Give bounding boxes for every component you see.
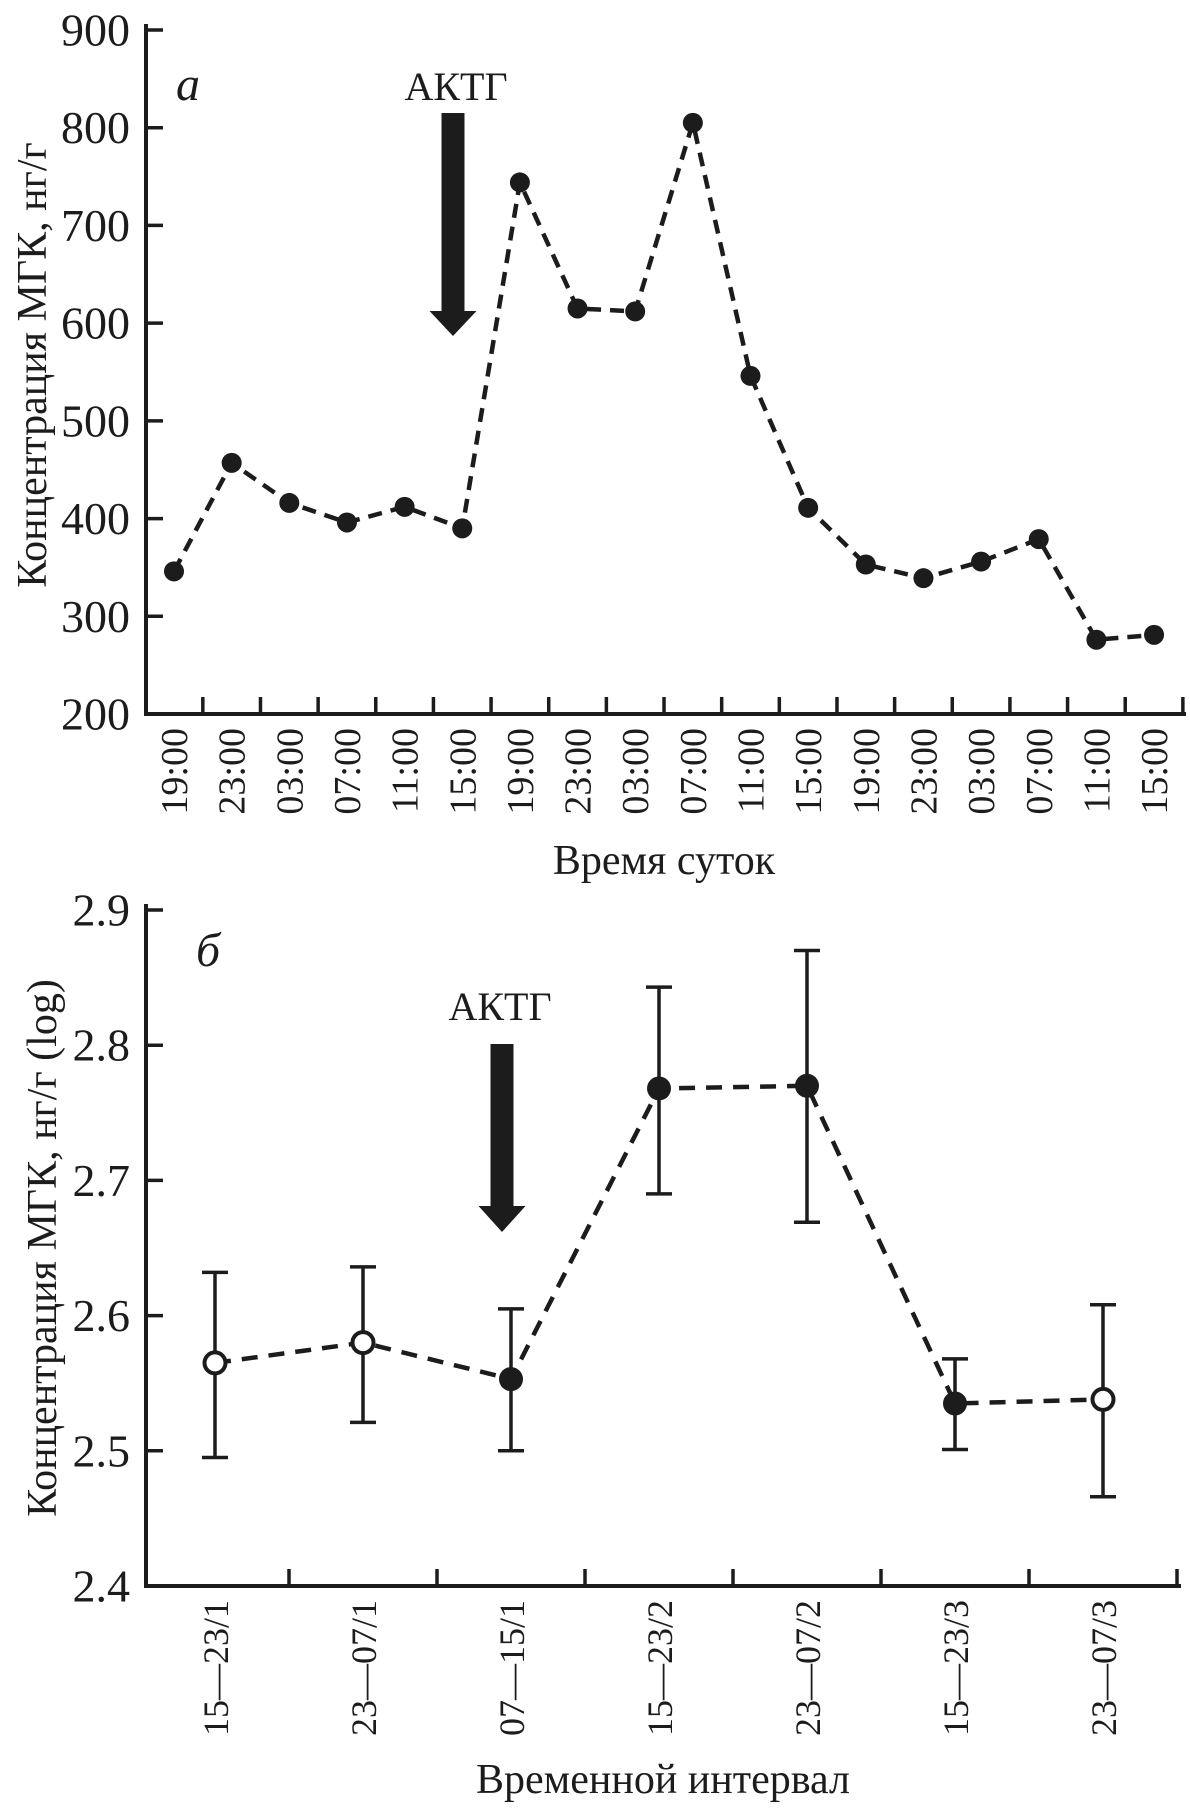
x-tick-label: 15:00 (1134, 728, 1177, 815)
y-axis-title: Концентрация МГК, нг/г (log) (20, 979, 66, 1517)
panel-label: а (176, 58, 200, 111)
x-tick-label: 19:00 (499, 728, 542, 815)
y-tick-label: 200 (61, 688, 130, 740)
data-point (741, 366, 761, 386)
x-tick-label: 23—07/1 (344, 1600, 384, 1737)
x-tick-label: 19:00 (845, 728, 888, 815)
y-tick-label: 2.6 (72, 1290, 130, 1342)
x-tick-label: 03:00 (269, 728, 312, 815)
data-point (222, 453, 242, 473)
x-axis-title: Временной интервал (475, 1757, 851, 1803)
y-tick-label: 700 (61, 199, 130, 251)
x-tick-label: 11:00 (730, 728, 773, 814)
y-tick-label: 2.5 (72, 1425, 130, 1477)
data-point (913, 568, 933, 588)
data-point (395, 497, 415, 517)
x-tick-label: 15:00 (788, 728, 831, 815)
data-point (683, 113, 703, 133)
x-tick-label: 19:00 (154, 728, 196, 815)
y-tick-label: 500 (61, 395, 130, 447)
x-tick-label: 07:00 (326, 728, 369, 815)
data-point (971, 552, 991, 572)
data-point (510, 172, 530, 192)
panel-а-chart (10, 5, 1186, 885)
data-point (943, 1391, 967, 1415)
x-tick-label: 11:00 (384, 728, 427, 814)
y-tick-label: 300 (61, 590, 130, 642)
y-tick-label: 2.7 (72, 1154, 130, 1206)
down-arrow-icon (479, 1044, 526, 1232)
data-point (568, 298, 588, 318)
x-tick-label: 15—23/1 (196, 1600, 236, 1737)
data-point (1029, 529, 1049, 549)
data-point-open (205, 1352, 226, 1373)
down-arrow-icon (430, 113, 477, 336)
y-tick-label: 2.8 (72, 1019, 130, 1071)
x-axis-title: Время суток (552, 838, 776, 884)
actg-annotation-label: АКТГ (448, 984, 552, 1029)
data-point (798, 498, 818, 518)
x-tick-label: 03:00 (961, 728, 1004, 815)
data-point (452, 518, 472, 538)
y-tick-label: 2.9 (72, 884, 130, 936)
data-point (279, 493, 299, 513)
x-tick-label: 07—15/1 (492, 1600, 532, 1737)
data-point (625, 301, 645, 321)
y-tick-label: 900 (61, 4, 130, 56)
data-series-line (174, 123, 1154, 640)
x-tick-label: 23:00 (557, 728, 600, 815)
x-tick-label: 23—07/2 (788, 1600, 828, 1737)
x-tick-label: 15:00 (442, 728, 485, 815)
x-tick-label: 15—23/3 (936, 1600, 976, 1737)
data-point (337, 512, 357, 532)
data-point (856, 554, 876, 574)
data-point (499, 1367, 523, 1391)
x-tick-label: 15—23/2 (640, 1600, 680, 1737)
x-tick-label: 03:00 (615, 728, 658, 815)
x-tick-label: 07:00 (1018, 728, 1061, 815)
x-tick-label: 23:00 (211, 728, 254, 815)
y-tick-label: 2.4 (72, 1560, 130, 1612)
x-tick-label: 11:00 (1076, 728, 1119, 814)
data-point (647, 1076, 671, 1100)
x-tick-label: 23:00 (903, 728, 946, 815)
data-point-open (353, 1332, 374, 1353)
x-tick-label: 07:00 (672, 728, 715, 815)
panel-label: б (196, 924, 221, 977)
data-point-open (1093, 1389, 1114, 1410)
data-point (795, 1074, 819, 1098)
y-tick-label: 400 (61, 493, 130, 545)
data-point (1086, 630, 1106, 650)
panel-б-chart (20, 885, 1181, 1804)
x-tick-label: 23—07/3 (1084, 1600, 1124, 1737)
y-axis-title: Концентрация МГК, нг/г (10, 142, 56, 588)
actg-annotation-label: АКТГ (404, 64, 508, 109)
y-tick-label: 600 (61, 297, 130, 349)
data-point (1144, 625, 1164, 645)
y-tick-label: 800 (61, 102, 130, 154)
data-point (164, 561, 184, 581)
